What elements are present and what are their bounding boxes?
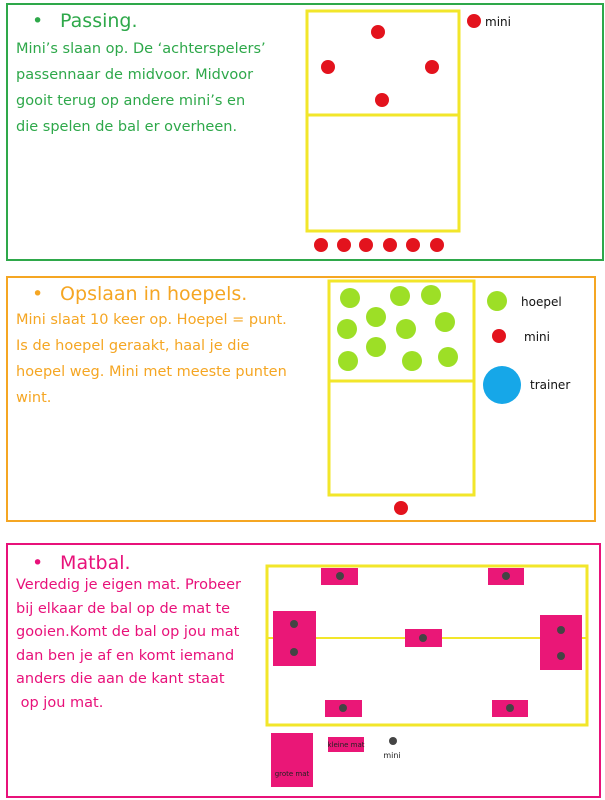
matbal-line-2: bij elkaar de bal op de mat te bbox=[16, 600, 231, 617]
opslaan-legend-trainer: trainer bbox=[530, 378, 571, 392]
matbal-line-3: gooien.Komt de bal op jou mat bbox=[16, 624, 240, 640]
matbal-legend-kleine-mat: kleine mat bbox=[327, 741, 365, 749]
passing-line-1: Mini’s slaan op. De ‘achterspelers’ bbox=[16, 41, 266, 57]
matbal-description bbox=[16, 574, 241, 715]
matbal-title: Matbal. bbox=[60, 552, 131, 574]
waiting-player bbox=[359, 238, 373, 252]
waiting-player bbox=[406, 238, 420, 252]
passing-player bbox=[321, 60, 335, 74]
passing-line-3: gooit terug op andere mini’s en bbox=[16, 93, 246, 109]
waiting-player bbox=[314, 238, 328, 252]
bullet-icon: • bbox=[32, 552, 44, 574]
opslaan-title: Opslaan in hoepels. bbox=[60, 283, 248, 305]
opslaan-description bbox=[16, 307, 287, 411]
legend-mini-icon bbox=[467, 14, 481, 28]
waiting-player bbox=[430, 238, 444, 252]
opslaan-line-3: hoepel weg. Mini met meeste punten bbox=[16, 364, 287, 380]
opslaan-text bbox=[16, 283, 287, 411]
opslaan-heading bbox=[16, 283, 287, 305]
passing-line-4: die spelen de bal er overheen. bbox=[16, 119, 238, 135]
passing-title: Passing. bbox=[60, 10, 138, 32]
matbal-line-6: op jou mat. bbox=[16, 694, 104, 711]
matbal-legend-mini: mini bbox=[383, 751, 401, 760]
opslaan-line-4: wint. bbox=[16, 390, 52, 406]
matbal-text bbox=[16, 552, 241, 715]
passing-player bbox=[425, 60, 439, 74]
opslaan-legend-mini: mini bbox=[524, 330, 550, 344]
passing-legend-mini: mini bbox=[485, 15, 511, 29]
waiting-player bbox=[337, 238, 351, 252]
opslaan-legend-hoepel: hoepel bbox=[521, 295, 562, 309]
bullet-icon: • bbox=[32, 10, 44, 32]
matbal-line-1: Verdedig je eigen mat. Probeer bbox=[16, 577, 241, 593]
opslaan-line-1: Mini slaat 10 keer op. Hoepel = punt. bbox=[16, 312, 287, 328]
matbal-legend-grote-mat: grote mat bbox=[274, 770, 310, 778]
matbal-line-5: anders die aan de kant staat bbox=[16, 671, 225, 687]
passing-line-2: passennaar de midvoor. Midvoor bbox=[16, 67, 254, 83]
matbal-heading bbox=[16, 552, 241, 574]
matbal-line-4: dan ben je af en komt iemand bbox=[16, 647, 235, 664]
opslaan-line-2: Is de hoepel geraakt, haal je die bbox=[16, 338, 250, 354]
passing-court bbox=[307, 11, 459, 231]
waiting-player bbox=[383, 238, 397, 252]
passing-player bbox=[375, 93, 389, 107]
bullet-icon: • bbox=[32, 283, 44, 305]
passing-player bbox=[371, 25, 385, 39]
